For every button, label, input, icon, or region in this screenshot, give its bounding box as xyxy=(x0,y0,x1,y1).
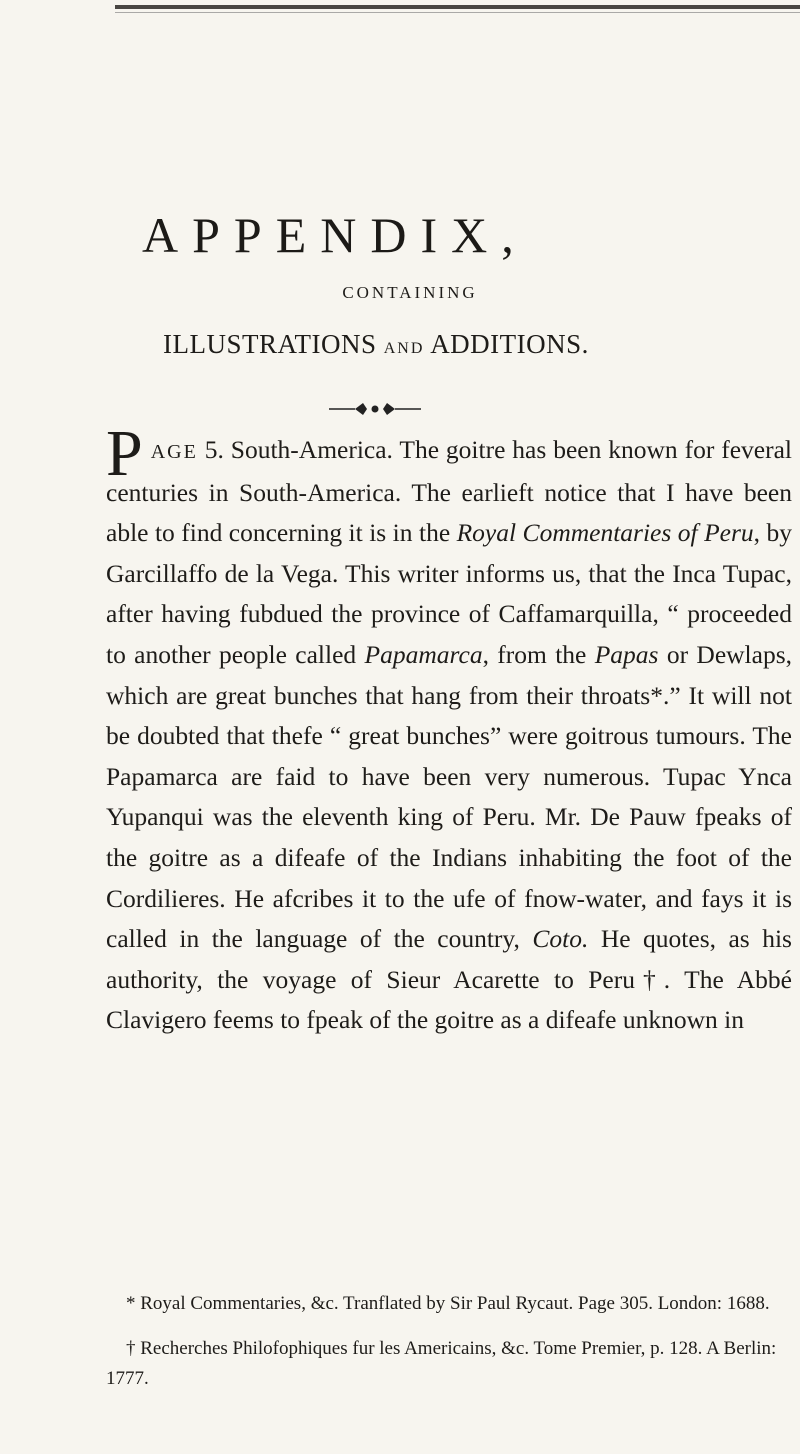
body-segment: or Dewlaps, which are great bunches that hang from their throats*.” It will not be doubted that thefe “ great bunches” were goitrous tumours. The Papamarca are faid to have been very numerous. Tupac Ynca Yupanqui was the eleventh king of Peru. Mr. De Pauw fpeaks of the goitre as a difeafe of the Indians inhabiting the foot of the Cordilieres. He afcribes it to the ufe of fnow-water, and fays it is called in the language of the country, xyxy=(106,639,792,954)
body-segment: , by Garcillaffo de la Vega. This writer informs us, that the Inca Tupac, after having fubdued the province of Caffamarquilla, “ proceeded to another people called xyxy=(106,518,793,669)
footnotes xyxy=(106,1289,792,1409)
subtitle xyxy=(163,329,589,360)
top-rule-thin xyxy=(115,12,800,13)
body-segment: 5. South-America. The goitre has been known for feveral centuries in South-America. The earlieft notice that I have been able to find concerning it is in the xyxy=(106,435,792,548)
body-paragraph xyxy=(106,417,793,1041)
containing-label: CONTAINING xyxy=(342,283,478,302)
top-rule xyxy=(115,5,800,9)
subtitle-part2: ADDITIONS. xyxy=(430,329,589,359)
appendix-heading: APPENDIX, xyxy=(142,207,528,263)
book-title-italic: Royal Commentaries of Peru xyxy=(456,518,754,548)
body-segment: , from the xyxy=(482,639,595,669)
footnote: † Recherches Philofophiques fur les Americains, &c. Tome Premier, p. 128. A Berlin: 1777. xyxy=(106,1338,777,1389)
subtitle-and: AND xyxy=(383,340,425,357)
italic-term: Papas xyxy=(594,639,659,669)
italic-term: Coto. xyxy=(532,924,589,954)
subtitle-part1: ILLUSTRATIONS xyxy=(163,329,377,359)
italic-term: Papamarca xyxy=(364,639,483,669)
lead-word: AGE xyxy=(150,441,198,463)
drop-cap: P xyxy=(106,417,143,490)
body-segment: He quotes, as his authority, the voyage of Sieur Acarette to Peru†. The Abbé Clavigero feems to fpeak of the goitre as a difeafe unknown in xyxy=(106,924,792,1035)
ornament-divider xyxy=(325,398,425,420)
footnote: * Royal Commentaries, &c. Tranflated by Sir Paul Rycaut. Page 305. London: 1688. xyxy=(126,1293,770,1314)
